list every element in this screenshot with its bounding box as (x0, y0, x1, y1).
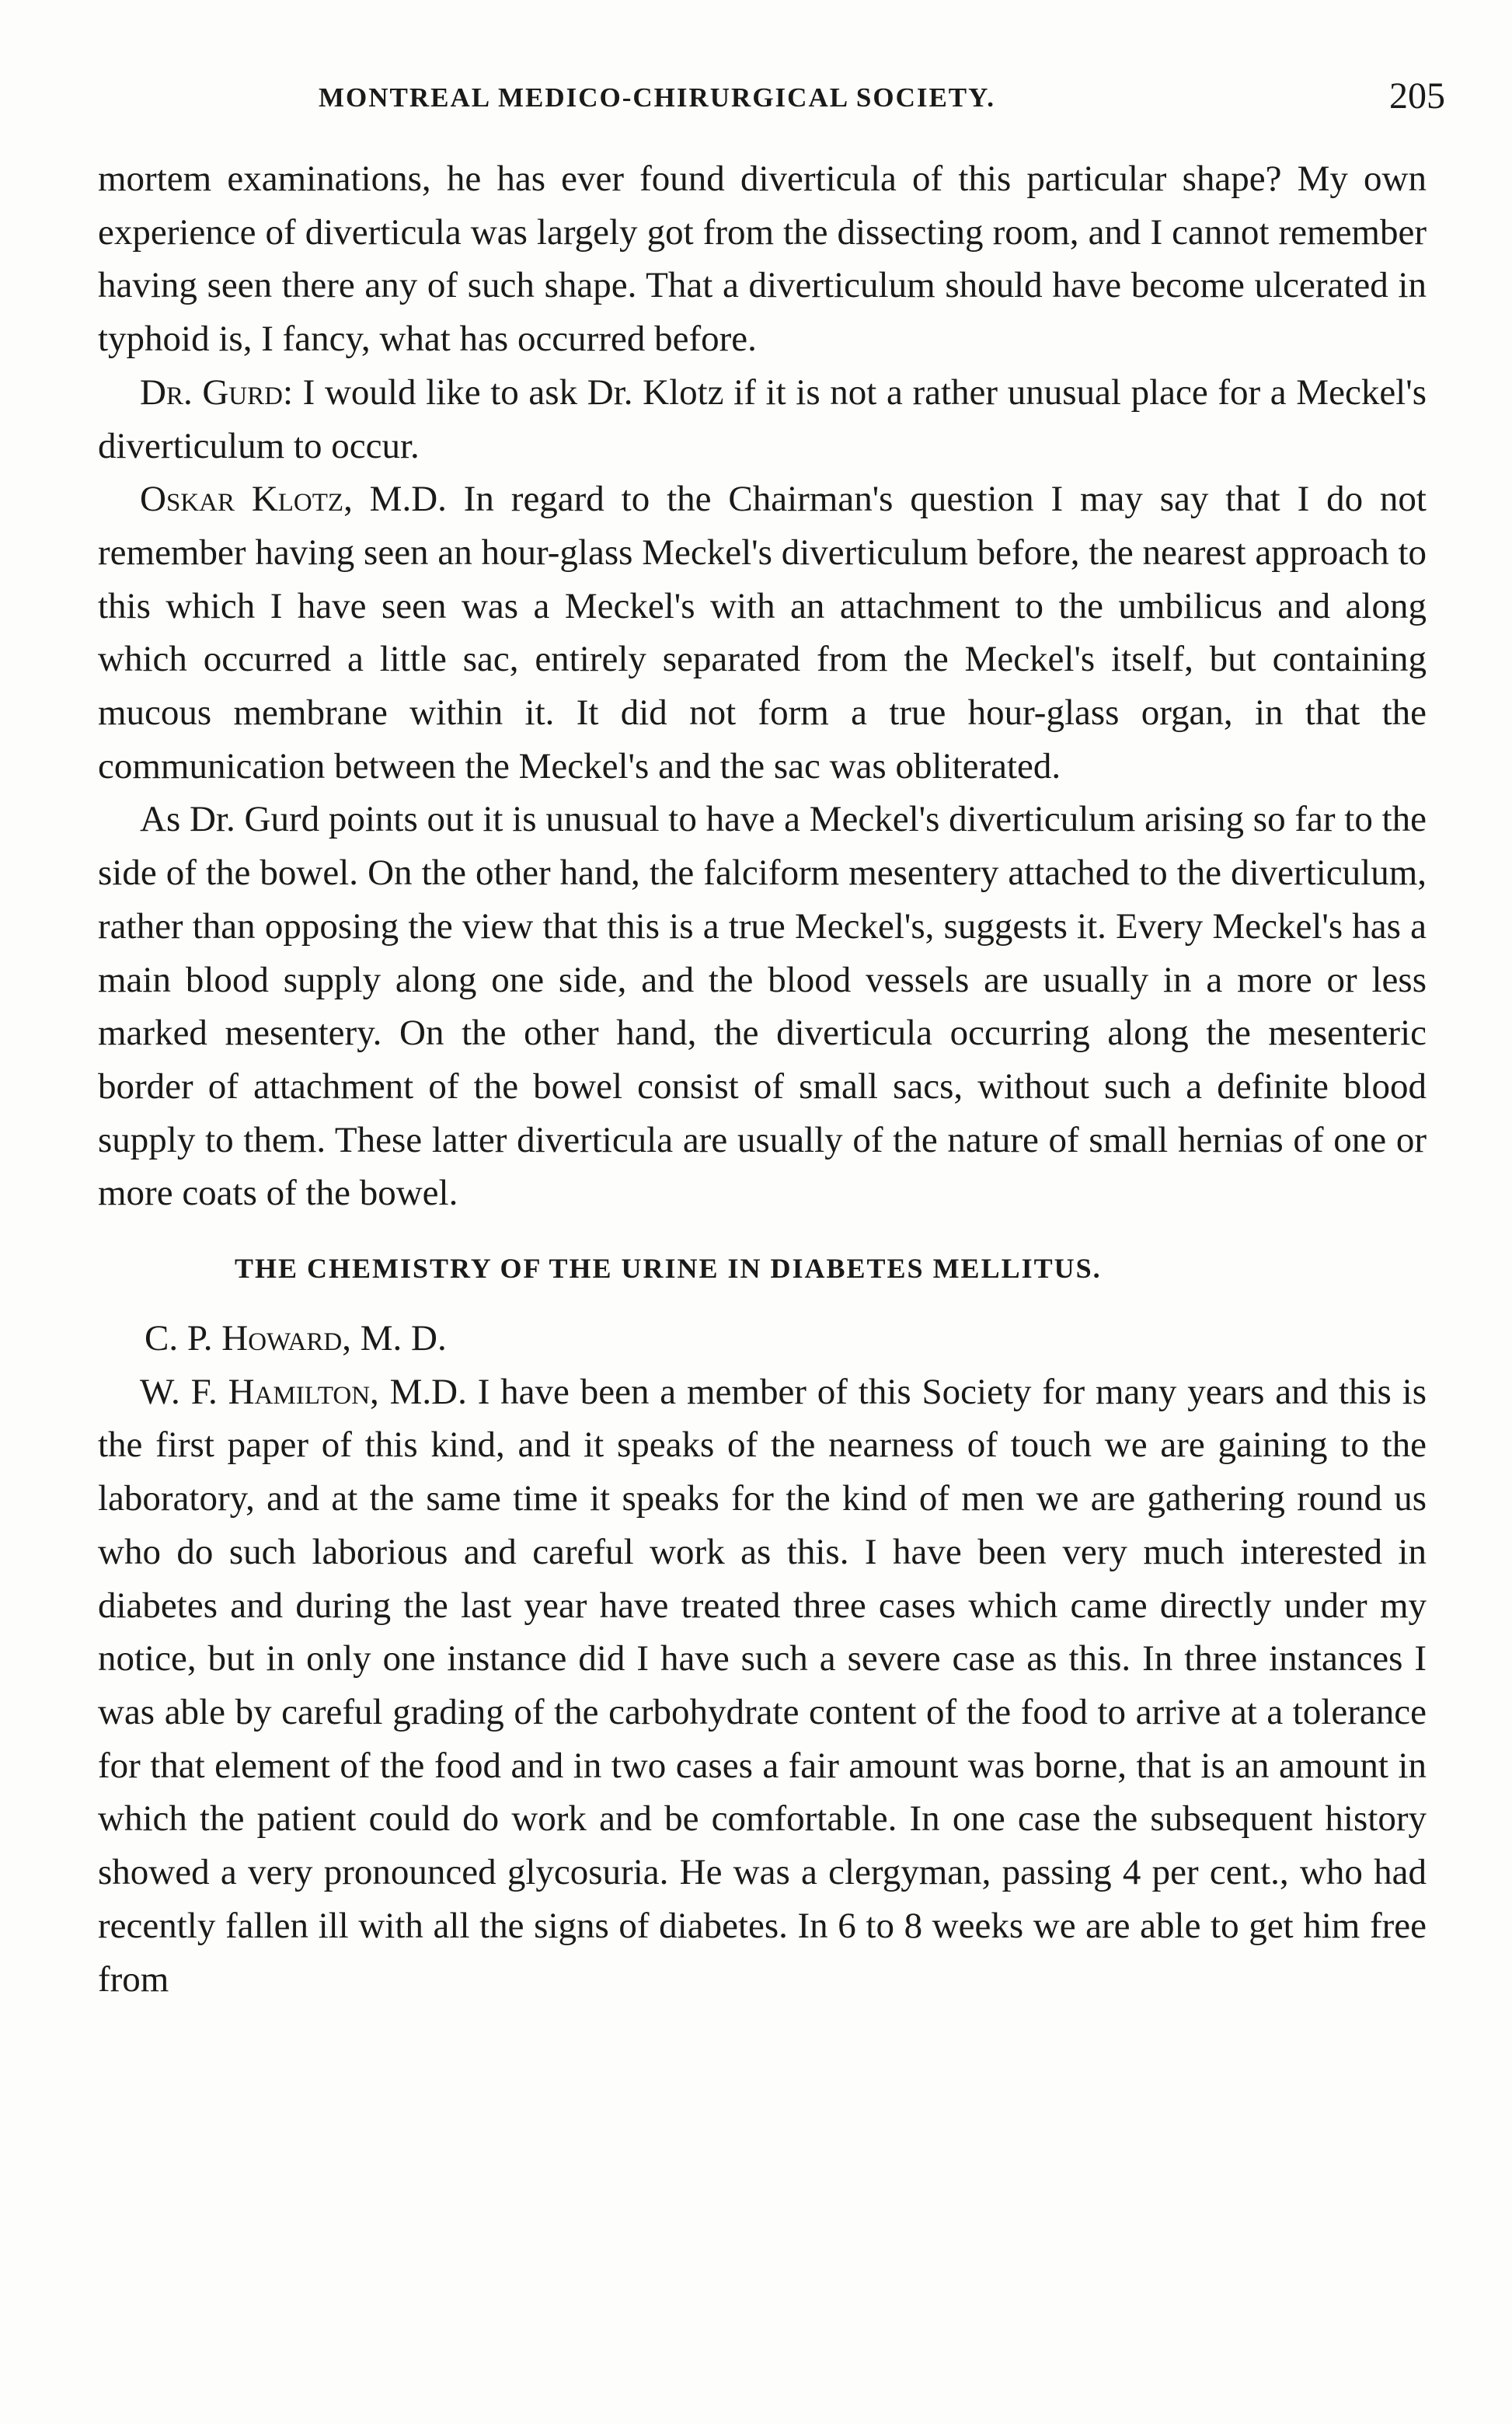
paragraph-text: I would like to ask Dr. Klotz if it is not a rather unusual place for a Meckel's diverticulum to occur. (98, 371, 1427, 466)
paragraph-text: In regard to the Chairman's question I may say that I do not remember having seen an hour-glass Meckel's diverticulum before, the nearest approach to this which I have seen was a Meckel's with an attachment to the umbilicus and along which occurred a little sac, entirely separated from the Meckel's itself, but containing mucous membrane within it. It did not form a true hour-glass organ, in that the communication between the Meckel's and the sac was obliterated. (98, 479, 1427, 786)
paragraph-hamilton-discussion (98, 1365, 1427, 2006)
body-text (98, 152, 1427, 2006)
section-author (98, 1312, 1427, 1365)
author-name: C. P. Howard, M. D. (145, 1318, 447, 1359)
speaker-name: Dr. Gurd: (140, 371, 294, 413)
journal-title: MONTREAL MEDICO-CHIRURGICAL SOCIETY. (319, 82, 995, 113)
speaker-name: Oskar Klotz, M.D. (140, 479, 447, 520)
paragraph-gurd-question (98, 366, 1427, 473)
paragraph-klotz-reply (98, 473, 1427, 793)
section-title: THE CHEMISTRY OF THE URINE IN DIABETES MELLITUS. (235, 1253, 1102, 1285)
paragraph-text: I have been a member of this Society for many years and this is the first paper of this kind, and it speaks of the nearness of touch we are gaining to the laboratory, and at the same time it speaks for the kind of men we are gathering round us who do such laborious and careful work as this. I have been very much interested in diabetes and during the last year have treated three cases which came directly under my notice, but in only one instance did I have such a severe case as this. In three instances I was able by careful grading of the carbohydrate content of the food to arrive at a tolerance for that element of the food and in two cases a fair amount was borne, that is an amount in which the patient could do work and be comfortable. In one case the subsequent history showed a very pronounced glycosuria. He was a clergyman, passing 4 per cent., who had recently fallen ill with all the signs of diabetes. In 6 to 8 weeks we are able to get him free from (98, 1371, 1427, 2000)
speaker-name: W. F. Hamilton, M.D. (140, 1371, 467, 1412)
page-number: 205 (1389, 75, 1445, 117)
paragraph-klotz-continued (98, 793, 1427, 1220)
paragraph-text: As Dr. Gurd points out it is unusual to have a Meckel's diverticulum arising so far to the side of the bowel. On the other hand, the falciform mesentery attached to the diverticulum, rather than opposing the view that this is a true Meckel's, suggests it. Every Meckel's has a main blood supply along one side, and the blood vessels are usually in a more or less marked mesentery. On the other hand, the diverticula occurring along the mesenteric border of attachment of the bowel consist of small sacs, without such a definite blood supply to them. These latter diverticula are usually of the nature of small hernias of one or more coats of the bowel. (98, 799, 1427, 1214)
running-header (319, 75, 1445, 121)
paragraph-continued (98, 152, 1427, 366)
paragraph-text: mortem examinations, he has ever found diverticula of this particular shape? My own experience of diverticula was largely got from the dissecting room, and I cannot remember having seen there any of such shape. That a diverticulum should have become ulcerated in typhoid is, I fancy, what has occurred before. (98, 159, 1427, 360)
